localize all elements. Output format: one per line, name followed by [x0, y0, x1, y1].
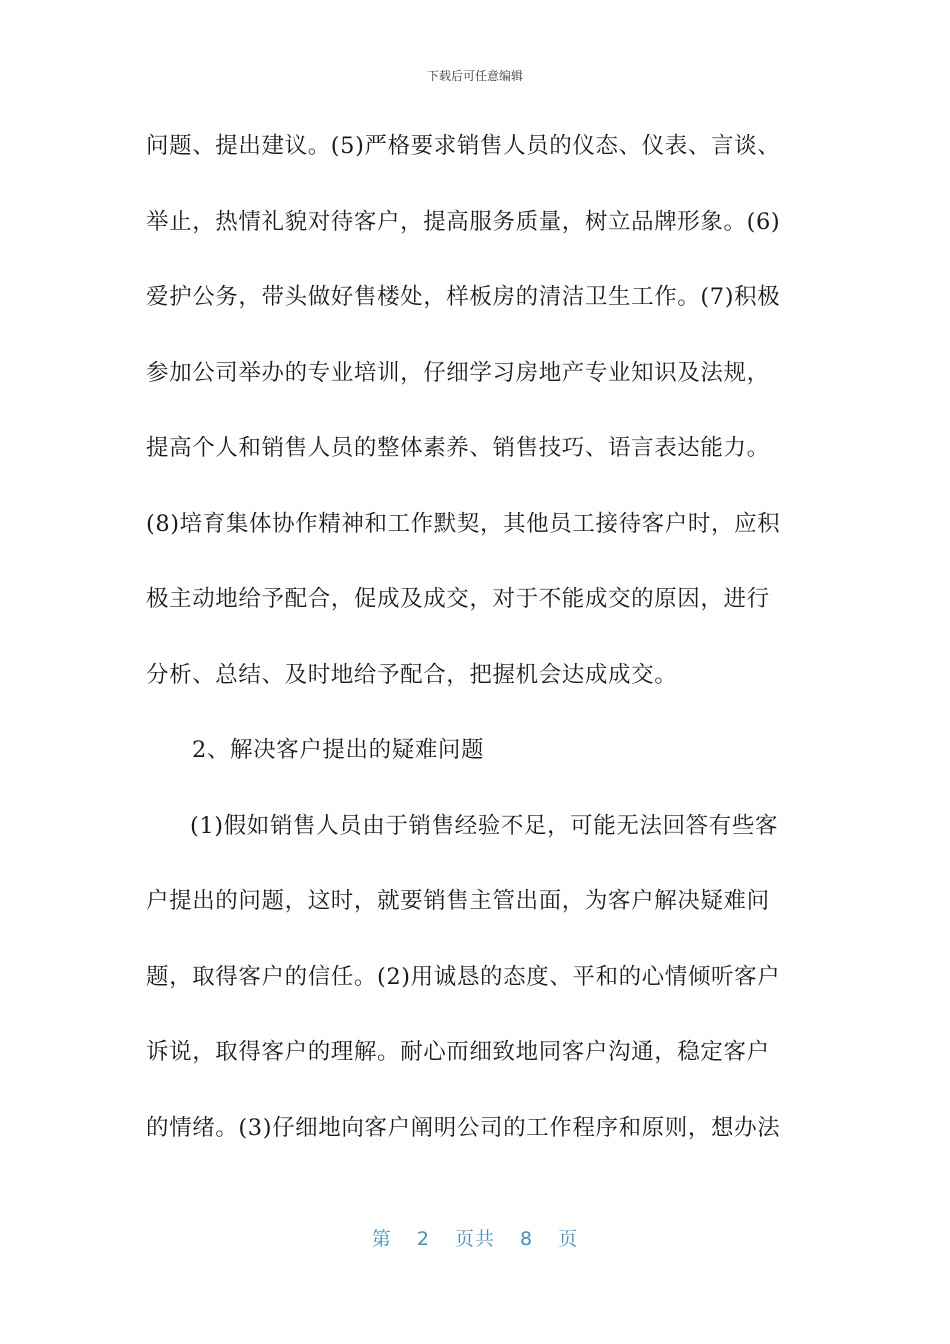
current-page-number: 2 — [416, 1228, 430, 1250]
text-line: (1)假如销售人员由于销售经验不足，可能无法回答有些客 — [190, 812, 779, 839]
text-line: 问题、提出建议。(5)严格要求销售人员的仪态、仪表、言谈、 — [146, 133, 781, 159]
text-line: (8)培育集体协作精神和工作默契，其他员工接待客户时，应积 — [146, 510, 781, 537]
footer-middle: 页共 — [454, 1228, 495, 1250]
text-line: 爱护公务，带头做好售楼处，样板房的清洁卫生工作。(7)积极 — [146, 284, 781, 310]
total-pages-number: 8 — [520, 1228, 534, 1250]
text-line: 的情绪。(3)仔细地向客户阐明公司的工作程序和原则，想办法 — [146, 1114, 781, 1141]
text-line: 提高个人和销售人员的整体素养、销售技巧、语言表达能力。 — [146, 435, 770, 461]
text-line: 题，取得客户的信任。(2)用诚恳的态度、平和的心情倾听客户 — [146, 963, 781, 990]
section-heading: 2、解决客户提出的疑难问题 — [192, 737, 485, 763]
footer-prefix: 第 — [371, 1228, 392, 1250]
text-line: 诉说，取得客户的理解。耐心而细致地同客户沟通，稳定客户 — [146, 1039, 770, 1065]
footer-suffix: 页 — [558, 1228, 579, 1250]
text-line: 举止，热情礼貌对待客户，提高服务质量，树立品牌形象。(6) — [146, 208, 781, 235]
document-body — [146, 118, 806, 1175]
text-line: 分析、总结、及时地给予配合，把握机会达成成交。 — [146, 661, 678, 688]
page-footer — [0, 1224, 950, 1251]
text-line: 户提出的问题，这时，就要销售主管出面，为客户解决疑难问 — [146, 888, 770, 914]
page-header: 下载后可任意编辑 — [426, 69, 523, 83]
text-line: 参加公司举办的专业培训，仔细学习房地产专业知识及法规， — [146, 359, 770, 386]
text-line: 极主动地给予配合，促成及成交，对于不能成交的原因，进行 — [146, 586, 770, 612]
